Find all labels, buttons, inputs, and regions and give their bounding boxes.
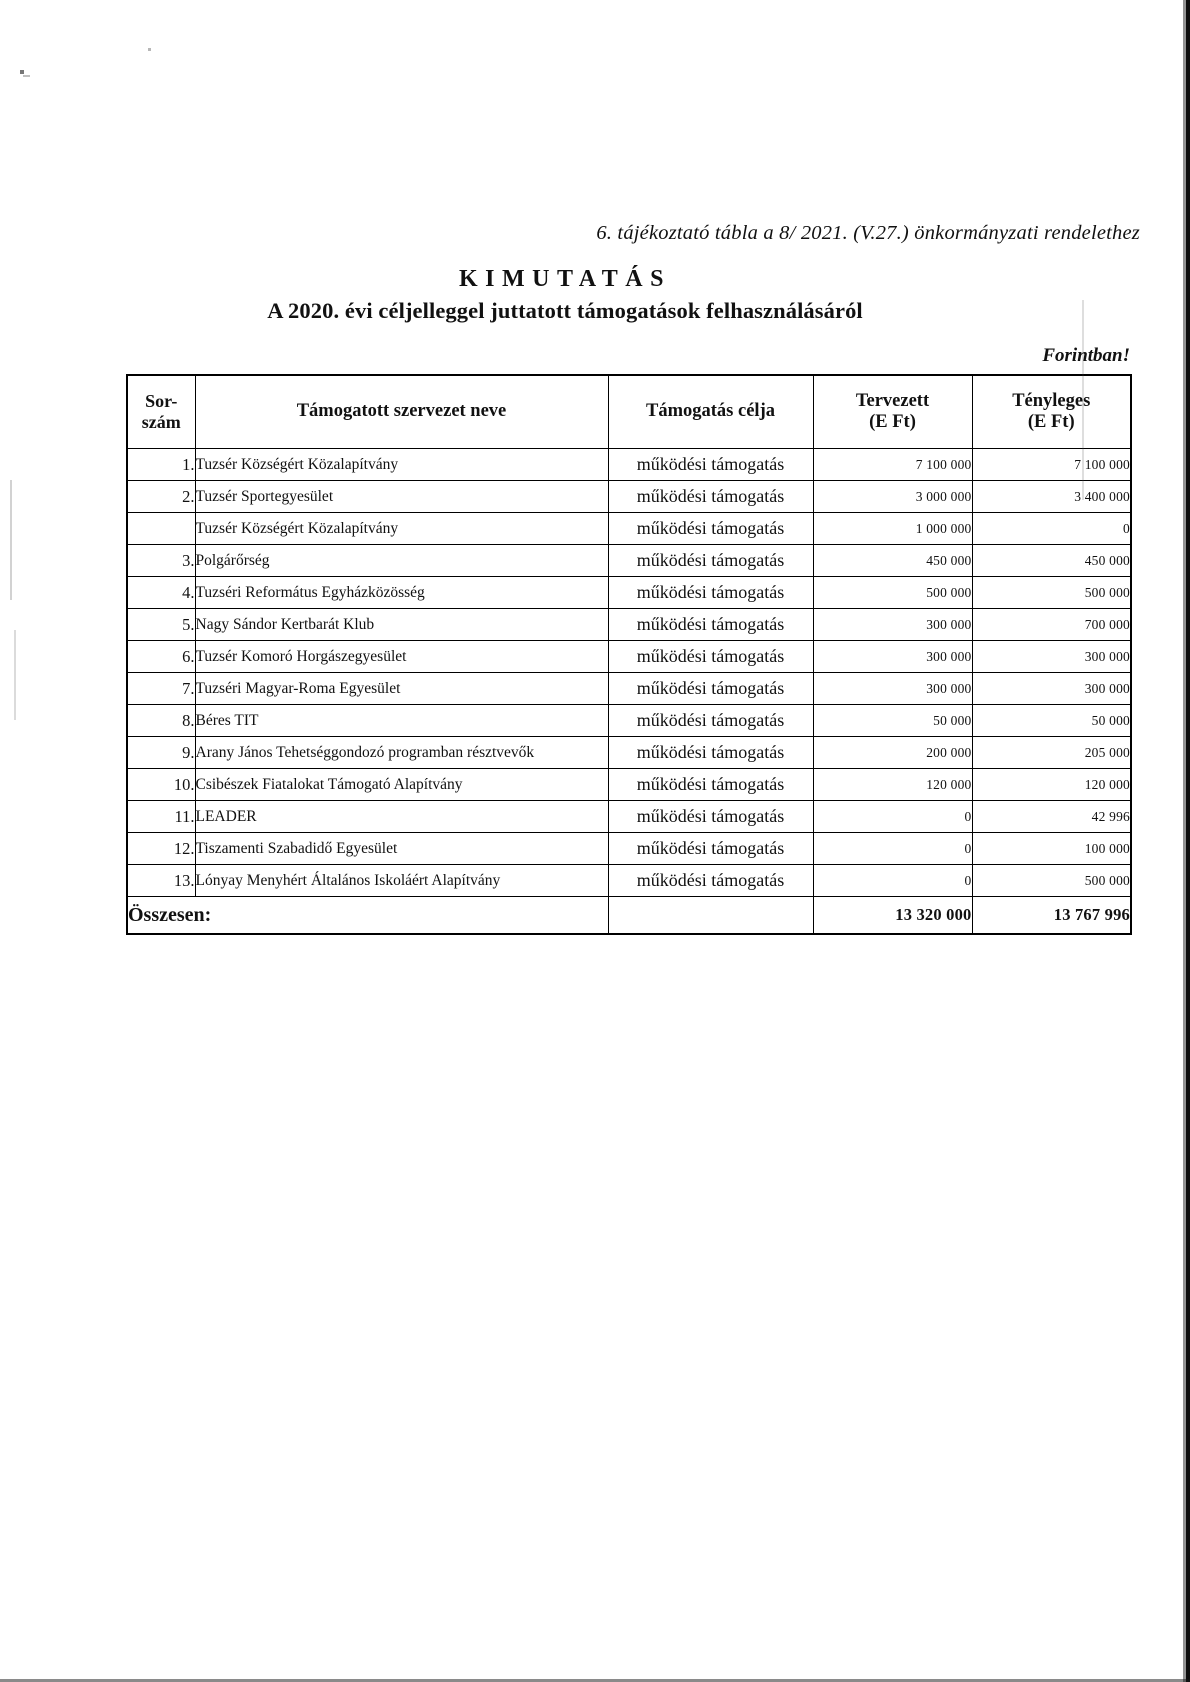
row-serial: 4.	[127, 577, 195, 609]
table-row	[127, 545, 1131, 577]
row-organization: Lónyay Menyhért Általános Iskoláért Alapítvány	[195, 865, 608, 897]
row-organization: Tiszamenti Szabadidő Egyesület	[195, 833, 608, 865]
table-row	[127, 513, 1131, 545]
table-row	[127, 801, 1131, 833]
row-planned: 300 000	[813, 673, 972, 705]
table-row	[127, 865, 1131, 897]
row-purpose: működési támogatás	[608, 801, 813, 833]
row-serial: 5.	[127, 609, 195, 641]
subsidy-table-container	[126, 374, 1130, 935]
row-actual: 120 000	[972, 769, 1131, 801]
table-row	[127, 609, 1131, 641]
row-actual: 42 996	[972, 801, 1131, 833]
currency-note: Forintban!	[1042, 345, 1130, 366]
table-row	[127, 641, 1131, 673]
total-label: Összesen:	[127, 897, 608, 935]
row-purpose: működési támogatás	[608, 609, 813, 641]
row-purpose: működési támogatás	[608, 833, 813, 865]
table-footer	[127, 897, 1131, 935]
row-planned: 300 000	[813, 641, 972, 673]
page-title: KIMUTATÁS	[459, 266, 671, 292]
scan-edge-right	[1186, 0, 1190, 1682]
row-actual: 7 100 000	[972, 449, 1131, 481]
row-planned: 0	[813, 865, 972, 897]
row-purpose: működési támogatás	[608, 705, 813, 737]
scan-artifact	[10, 480, 12, 600]
row-serial: 12.	[127, 833, 195, 865]
row-actual: 50 000	[972, 705, 1131, 737]
row-organization: Csibészek Fiatalokat Támogató Alapítvány	[195, 769, 608, 801]
row-planned: 0	[813, 801, 972, 833]
scan-edge-right-soft	[1183, 0, 1186, 1682]
row-actual: 3 400 000	[972, 481, 1131, 513]
row-organization: Tuzsér Sportegyesület	[195, 481, 608, 513]
row-organization: Tuzséri Református Egyházközösség	[195, 577, 608, 609]
row-organization: Béres TIT	[195, 705, 608, 737]
row-purpose: működési támogatás	[608, 865, 813, 897]
scan-artifact	[148, 48, 151, 51]
row-actual: 100 000	[972, 833, 1131, 865]
row-actual: 300 000	[972, 673, 1131, 705]
scan-artifact	[1082, 300, 1084, 500]
table-body	[127, 449, 1131, 897]
column-header-actual-line1: Tényleges	[1012, 390, 1091, 411]
row-serial: 7.	[127, 673, 195, 705]
row-organization: LEADER	[195, 801, 608, 833]
column-header-planned-unit: (E Ft)	[869, 412, 916, 432]
page-subtitle: A 2020. évi céljelleggel juttatott támogatások felhasználásáról	[267, 298, 863, 323]
row-serial: 1.	[127, 449, 195, 481]
row-serial	[127, 513, 195, 545]
row-organization: Tuzsér Községért Közalapítvány	[195, 449, 608, 481]
row-actual: 500 000	[972, 865, 1131, 897]
table-header-row	[127, 375, 1131, 449]
row-organization: Tuzsér Községért Közalapítvány	[195, 513, 608, 545]
scan-artifact	[14, 630, 16, 720]
column-header-serial-line2: szám	[141, 412, 181, 432]
table-row	[127, 673, 1131, 705]
row-organization: Tuzséri Magyar-Roma Egyesület	[195, 673, 608, 705]
row-planned: 300 000	[813, 609, 972, 641]
row-serial: 3.	[127, 545, 195, 577]
row-actual: 300 000	[972, 641, 1131, 673]
column-header-actual	[972, 375, 1131, 449]
row-serial: 11.	[127, 801, 195, 833]
row-planned: 50 000	[813, 705, 972, 737]
total-purpose	[608, 897, 813, 935]
table-row	[127, 705, 1131, 737]
table-header	[127, 375, 1131, 449]
regulation-reference: 6. tájékoztató tábla a 8/ 2021. (V.27.) önkormányzati rendelethez	[596, 222, 1140, 244]
row-planned: 500 000	[813, 577, 972, 609]
row-organization: Arany János Tehetséggondozó programban résztvevők	[195, 737, 608, 769]
row-organization: Nagy Sándor Kertbarát Klub	[195, 609, 608, 641]
table-row	[127, 481, 1131, 513]
column-header-serial-line1: Sor-	[145, 391, 178, 412]
table-row	[127, 769, 1131, 801]
column-header-planned-line1: Tervezett	[855, 390, 930, 411]
total-planned: 13 320 000	[813, 897, 972, 935]
row-serial: 2.	[127, 481, 195, 513]
column-header-organization: Támogatott szervezet neve	[195, 375, 608, 449]
column-header-planned	[813, 375, 972, 449]
table-row	[127, 833, 1131, 865]
row-purpose: működési támogatás	[608, 577, 813, 609]
row-planned: 450 000	[813, 545, 972, 577]
row-planned: 120 000	[813, 769, 972, 801]
row-purpose: működési támogatás	[608, 481, 813, 513]
table-row	[127, 577, 1131, 609]
total-actual: 13 767 996	[972, 897, 1131, 935]
row-purpose: működési támogatás	[608, 449, 813, 481]
row-planned: 7 100 000	[813, 449, 972, 481]
row-purpose: működési támogatás	[608, 769, 813, 801]
row-serial: 6.	[127, 641, 195, 673]
scan-artifact	[20, 70, 24, 74]
table-row	[127, 449, 1131, 481]
row-organization: Tuzsér Komoró Horgászegyesület	[195, 641, 608, 673]
row-purpose: működési támogatás	[608, 545, 813, 577]
row-purpose: működési támogatás	[608, 641, 813, 673]
column-header-purpose: Támogatás célja	[608, 375, 813, 449]
row-actual: 450 000	[972, 545, 1131, 577]
table-row	[127, 737, 1131, 769]
column-header-actual-unit: (E Ft)	[1027, 412, 1075, 432]
row-planned: 3 000 000	[813, 481, 972, 513]
row-planned: 200 000	[813, 737, 972, 769]
row-serial: 13.	[127, 865, 195, 897]
row-purpose: működési támogatás	[608, 673, 813, 705]
total-row	[127, 897, 1131, 935]
row-actual: 700 000	[972, 609, 1131, 641]
row-serial: 10.	[127, 769, 195, 801]
row-actual: 500 000	[972, 577, 1131, 609]
row-planned: 0	[813, 833, 972, 865]
scan-artifact	[23, 75, 30, 77]
row-actual: 0	[972, 513, 1131, 545]
subsidy-table	[126, 374, 1132, 935]
row-actual: 205 000	[972, 737, 1131, 769]
row-planned: 1 000 000	[813, 513, 972, 545]
column-header-serial	[127, 375, 195, 449]
row-serial: 9.	[127, 737, 195, 769]
row-serial: 8.	[127, 705, 195, 737]
row-purpose: működési támogatás	[608, 737, 813, 769]
row-purpose: működési támogatás	[608, 513, 813, 545]
row-organization: Polgárőrség	[195, 545, 608, 577]
